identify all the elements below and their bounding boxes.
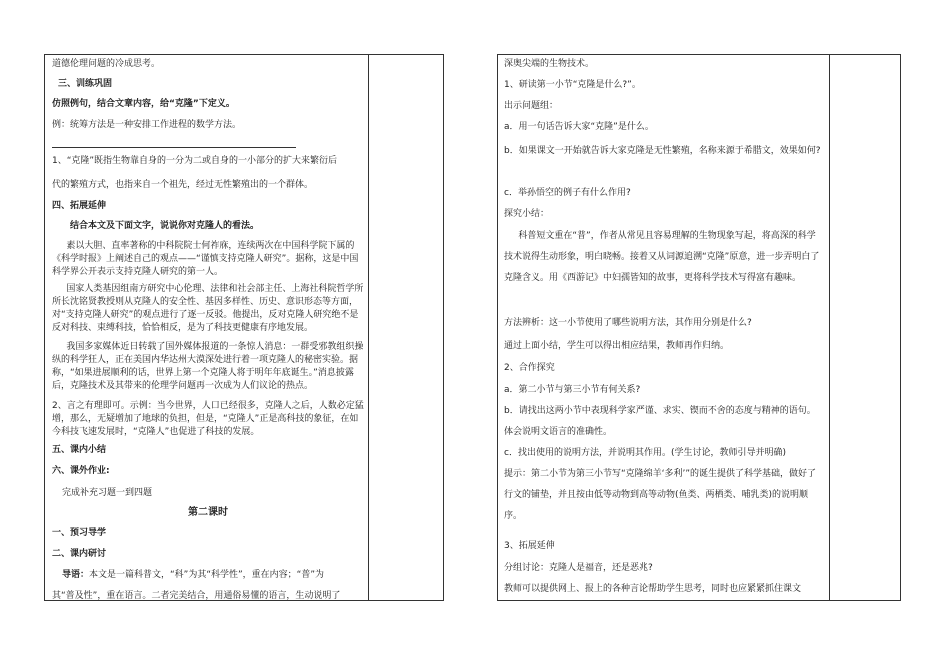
section-heading-practice: 三、训练巩固 bbox=[58, 79, 113, 89]
section-heading-summary: 五、课内小结 bbox=[52, 445, 107, 455]
inquiry-question-a: a．第二小节与第三小节有何关系? bbox=[504, 385, 641, 395]
question-group-label: 出示问题组： bbox=[504, 101, 559, 111]
group-discussion: 分组讨论：克隆人是福音，还是恶兆? bbox=[504, 563, 653, 573]
question-a: a．用一句话告诉大家“克隆”是什么。 bbox=[504, 122, 654, 132]
practice-answer-line2: 代的繁殖方式，也指来自一个祖先，经过无性繁殖出的一个群体。 bbox=[52, 180, 314, 190]
lesson-two-title: 第二课时 bbox=[188, 507, 228, 518]
method-question: 方法辨析：这一小节使用了哪些说明方法，其作用分别是什么? bbox=[504, 318, 752, 328]
extension-paragraph-2: 国家人类基因组南方研究中心伦理、法律和社会部主任、上海社科院哲学所所长沈铭贤教授则从克隆人的安全性、基因多样性、历史、意识形态等方面，对“支持克隆人研究”的观点进行了逐一反驳。他提出，反对克隆人研究绝不是反对科技、束缚科技，恰恰相反，是为了科技更健康有序地发展。 bbox=[52, 284, 364, 333]
introduction-text: 本文是一篇科普文，“科”为其“科学性”，重在内容；“普”为 bbox=[89, 570, 324, 580]
practice-answer-line1: 1、“克隆”既指生物靠自身的一分为二或自身的一小部分的扩大来繁衍后 bbox=[52, 156, 338, 166]
practice-task: 仿照例句，结合文章内容，给“克隆”下定义。 bbox=[52, 99, 235, 109]
explore-summary-label: 探究小结： bbox=[504, 209, 550, 219]
introduction-line2: 其“普及性”，重在语言。二者完美结合，用通俗易懂的语言，生动说明了 bbox=[52, 591, 341, 601]
right-text-intro: 深奥尖端的生物技术。 bbox=[504, 59, 595, 69]
section-heading-homework: 六、课外作业: bbox=[52, 466, 110, 476]
question-c: c．举孙悟空的例子有什么作用? bbox=[504, 188, 631, 198]
left-notes-cell bbox=[368, 54, 444, 601]
inquiry-hint: 提示：第二小节为第三小节写“克隆绵羊‘多利’”的诞生提供了科学基础，做好了行文的铺垫，并且按由低等动物到高等动物(鱼类、两栖类、哺乳类)的说明顺序。 bbox=[504, 469, 817, 521]
right-notes-cell bbox=[829, 54, 901, 601]
extension-answer: 2、言之有理即可。示例：当今世界，人口已经很多，克隆人之后，人数必定猛增，那么，无疑增加了地球的负担，但是，“克隆人”正是高科技的象征，在如今科技飞速发展时，“克隆人”也促进了科技的发展。 bbox=[52, 401, 364, 437]
cooperative-inquiry-heading: 2、合作探究 bbox=[504, 363, 555, 373]
extension-paragraph-1: 素以大胆、直率著称的中科院院士何祚庥，连续两次在中国科学院下属的《科学时报》上阐述自己的观点——“谨慎支持克隆人研究”。据称，这是中国科学界公开表示支持克隆人研究的第一人。 bbox=[52, 241, 359, 277]
explore-summary-text: 科普短文重在“普”，作者从常见且容易理解的生物现象写起，将高深的科学技术说得生动形象，明白晓畅。接着又从词源追溯“克隆”原意，进一步弄明白了克隆含义。用《西游记》中妇孺皆知的故事，更将科学技术写得富有趣味。 bbox=[504, 231, 820, 283]
inquiry-question-c: c．找出使用的说明方法，并说明其作用。(学生讨论，教师引导并明确) bbox=[504, 448, 786, 458]
answer-underline bbox=[52, 147, 296, 148]
teacher-note: 教师可以提供网上、报上的各种言论帮助学生思考，同时也应紧紧抓住课文 bbox=[504, 584, 802, 594]
question-b: b．如果课文一开始就告诉大家克隆是无性繁殖，名称来源于希腊文，效果如何? bbox=[504, 146, 821, 156]
section-heading-discussion: 二、课内研讨 bbox=[52, 549, 107, 559]
introduction-line1 bbox=[62, 569, 364, 582]
study-question-1: 1、研读第一小节“克隆是什么?”。 bbox=[504, 80, 641, 90]
homework-text: 完成补充习题一到四题 bbox=[62, 488, 153, 498]
section-heading-extension: 四、拓展延伸 bbox=[52, 201, 107, 211]
method-answer: 通过上面小结，学生可以得出相应结果，教师再作归纳。 bbox=[504, 341, 730, 351]
left-text-intro: 道德伦理问题的冷成思考。 bbox=[52, 59, 161, 69]
inquiry-question-b: b．请找出这两小节中表现科学家严谨、求实、锲而不舍的态度与精神的语句。体会说明文语言的准确性。 bbox=[504, 406, 816, 437]
extension-task: 结合本文及下面文字，说说你对克隆人的看法。 bbox=[70, 221, 260, 231]
introduction-label: 导语： bbox=[62, 570, 90, 580]
practice-example: 例：统筹方法是一种安排工作进程的数学方法。 bbox=[52, 120, 242, 130]
extension-paragraph-3: 我国多家媒体近日转载了国外媒体报道的一条惊人消息：一群受邪教组织操纵的科学狂人，正在美国内华达州大漠深处进行着一项克隆人的秘密实验。据称，“如果进展顺利的话，世界上第一个克隆人将于明年年底诞生。”消息披露后，克隆技术及其带来的伦理学问题再一次成为人们议论的热点。 bbox=[52, 342, 364, 391]
extension-heading: 3、拓展延伸 bbox=[504, 541, 555, 551]
section-heading-preview: 一、预习导学 bbox=[52, 528, 107, 538]
